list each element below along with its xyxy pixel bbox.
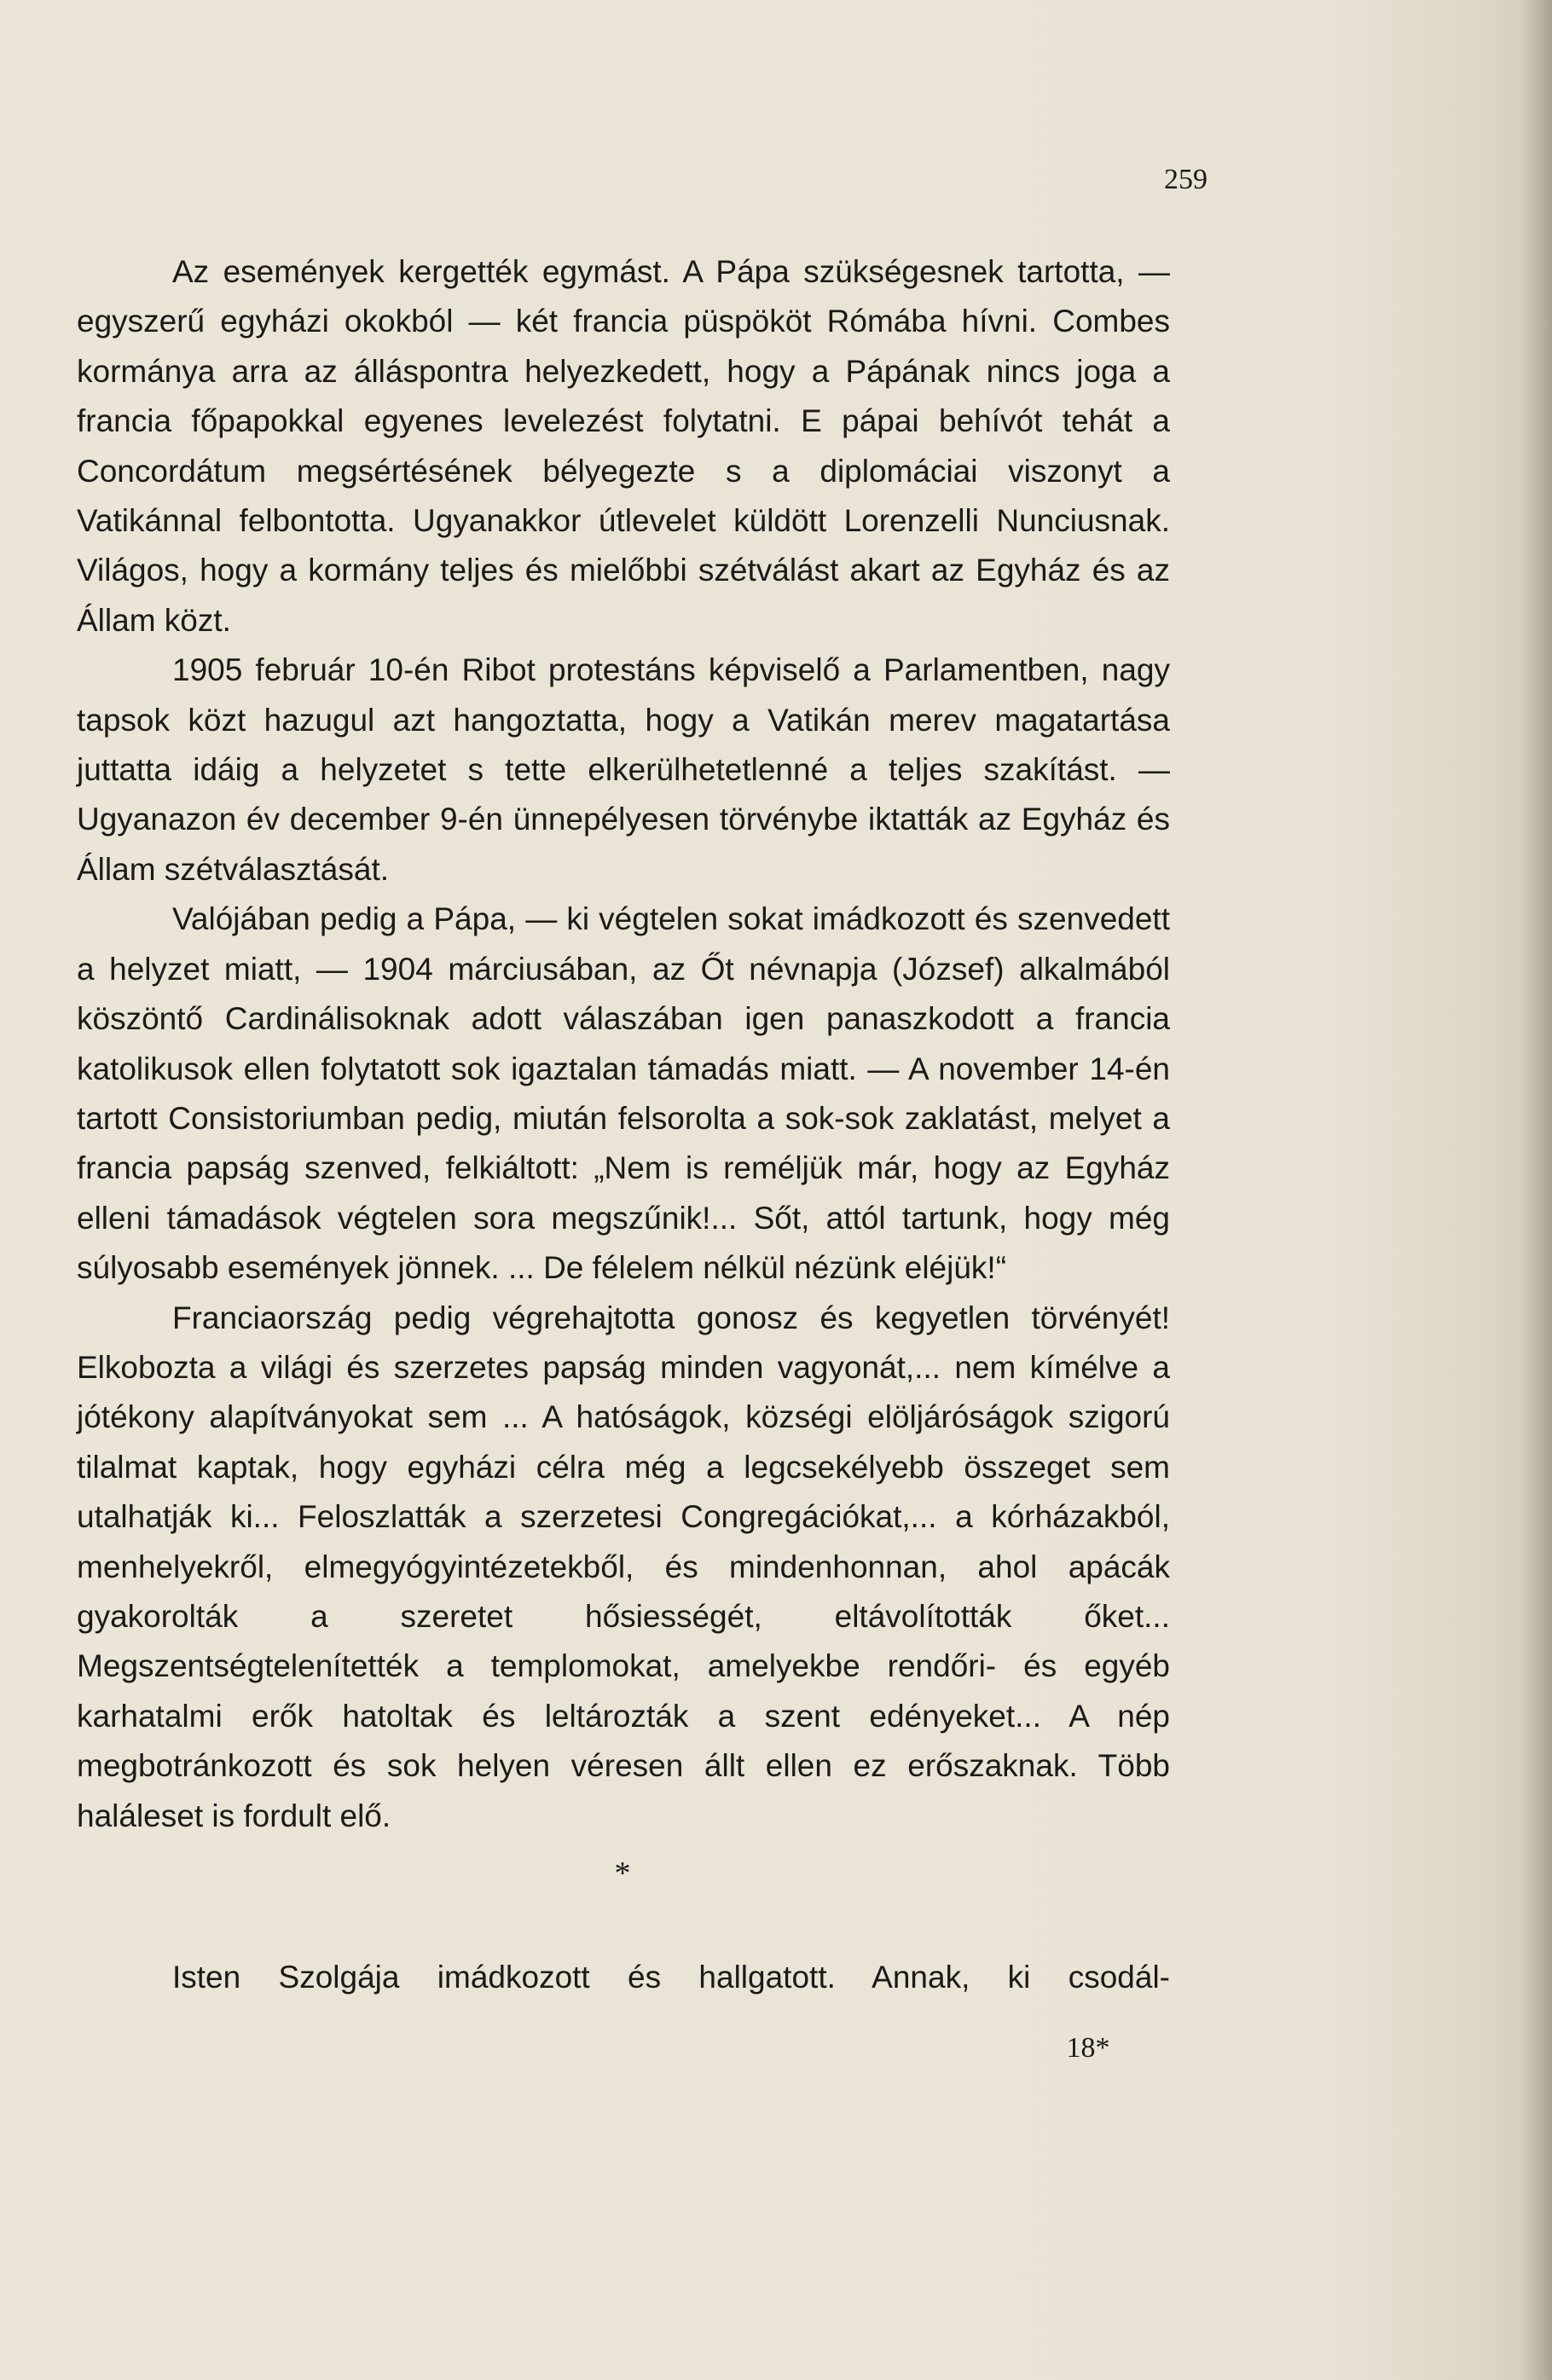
paragraph-start: Isten Szolgája imádkozott és hallgatott. Annak, ki csodál-: [172, 1960, 1170, 1995]
body-text: [77, 247, 1170, 1841]
page-number: 259: [1164, 164, 1207, 195]
paragraph: Franciaország pedig végrehajtotta gonosz és kegyetlen törvényét! Elkobozta a világi és szerzetes papság minden vagyonát,... nem kímélve a jótékony alapítványokat sem ... A hatóságok, községi elöljáróságok szigorú tilalmat kaptak, hogy egyházi célra még a legcsekélyebb összeget sem utalhatják ki... Feloszlatták a szerzetesi Congregációkat,... a kórházakból, menhelyekről, elmegyógyintézetekből, és mindenhonnan, ahol apácák gyakorolták a szeretet hősiességét, eltávolították őket... Megszentségtelenítették a templomokat, amelyekbe rendőri- és egyéb karhatalmi erők hatoltak és leltározták a szent edényeket... A nép megbotránkozott és sok helyen véresen állt ellen ez erőszaknak. Több haláleset is fordult elő.: [77, 1300, 1170, 1833]
signature-mark: 18*: [1066, 2032, 1110, 2064]
paragraph: Valójában pedig a Pápa, — ki végtelen sokat imádkozott és szenvedett a helyzet miatt, — 1904 márciusában, az Őt névnapja (József) alkalmából köszöntő Cardinálisoknak adott válaszában igen panaszkodott a francia katolikusok ellen folytatott sok igaztalan támadás miatt. — A november 14-én tartott Consistoriumban pedig, miután felsorolta a sok-sok zaklatást, melyet a francia papság szenved, felkiáltott: „Nem is reméljük már, hogy az Egyház elleni támadások végtelen sora megszűnik!... Sőt, attól tartunk, hogy még súlyosabb események jönnek. ... De félelem nélkül nézünk eléjük!“: [77, 901, 1170, 1286]
paragraph: 1905 február 10-én Ribot protestáns képviselő a Parlamentben, nagy tapsok közt hazugul azt hangoztatta, hogy a Vatikán merev magatartása juttatta idáig a helyzetet s tette elkerülhetetlenné a teljes szakítást. — Ugyanazon év december 9-én ünnepélyesen törvénybe iktatták az Egyház és Állam szétválasztását.: [77, 652, 1170, 887]
paragraph: Az események kergették egymást. A Pápa szükségesnek tartotta, — egyszerű egyházi okokból — két francia püspököt Rómába hívni. Combes kormánya arra az álláspontra helyezkedett, hogy a Pápának nincs joga a francia főpapokkal egyenes levelezést folytatni. E pápai behívót tehát a Concordátum megsértésének bélyegezte s a diplomáciai viszonyt a Vatikánnal felbontotta. Ugyanakkor útlevelet küldött Lorenzelli Nunciusnak. Világos, hogy a kormány teljes és mielőbbi szétválást akart az Egyház és az Állam közt.: [77, 254, 1170, 638]
page-edge-shadow: [1518, 0, 1552, 2380]
section-separator: *: [614, 1856, 631, 1891]
